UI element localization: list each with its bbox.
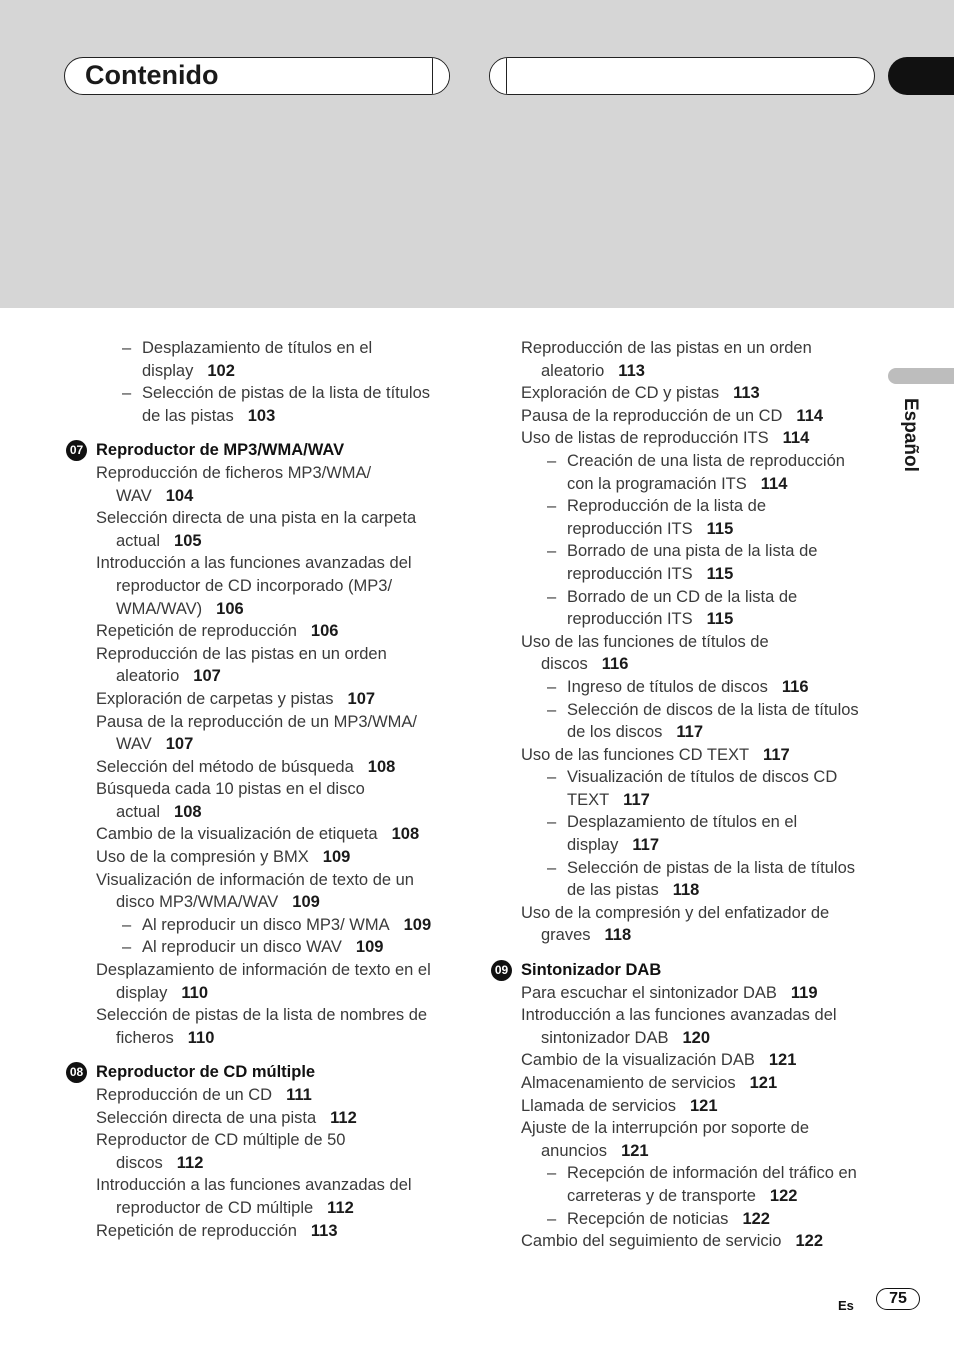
toc-page-number: 108	[391, 825, 420, 844]
toc-page-number: 112	[327, 1198, 354, 1217]
toc-entry-text: Uso de la compresión y BMX	[96, 848, 309, 867]
toc-entry-text: Ajuste de la interrupción por soporte de anuncios	[521, 1119, 810, 1160]
empty-frame	[489, 57, 875, 95]
toc-page-number: 113	[310, 1221, 338, 1240]
dash-marker: –	[547, 858, 557, 877]
toc-entry-text: Selección de pistas de la lista de títulos de las pistas	[142, 384, 431, 425]
toc-page-number: 121	[690, 1096, 718, 1115]
toc-entry	[64, 823, 434, 846]
empty-frame-notch	[490, 58, 507, 94]
toc-entry	[489, 699, 859, 744]
toc-page-number: 114	[796, 406, 824, 425]
toc-entry	[64, 1004, 434, 1049]
toc-page-number: 112	[176, 1153, 204, 1172]
section-title: Reproductor de CD múltiple	[96, 1063, 316, 1082]
toc-entry	[489, 1162, 859, 1207]
toc-entry	[489, 902, 859, 947]
toc-page-number: 113	[733, 384, 760, 403]
toc-page-number: 121	[768, 1051, 797, 1070]
toc-entry-text: Desplazamiento de títulos en el display	[142, 339, 373, 380]
toc-entry	[489, 450, 859, 495]
section-number-badge: 07	[66, 440, 87, 461]
toc-entry	[64, 1174, 434, 1219]
toc-page-number: 107	[347, 689, 376, 708]
toc-entry-text: Búsqueda cada 10 pistas en el disco actual	[96, 780, 365, 821]
toc-page-number: 120	[682, 1028, 711, 1047]
toc-entry-text: Reproducción de las pistas en un orden aleatorio	[96, 644, 387, 686]
toc-page-number: 113	[618, 361, 645, 380]
toc-entry	[64, 552, 434, 620]
dash-marker: –	[122, 339, 132, 357]
toc-entry-text: Al reproducir un disco MP3/ WMA	[142, 915, 390, 934]
toc-entry-text: Uso de las funciones de títulos de discos	[521, 632, 769, 674]
toc-entry	[64, 959, 434, 1004]
dash-marker: –	[122, 938, 132, 957]
toc-entry-text: Visualización de información de texto de un disco MP3/WMA/WAV	[96, 870, 414, 912]
toc-entry	[64, 756, 434, 779]
toc-page-number: 105	[174, 531, 202, 550]
toc-entry	[489, 744, 859, 767]
toc-entry-text: Almacenamiento de servicios	[521, 1074, 736, 1092]
toc-page-number: 115	[706, 519, 734, 538]
toc-entry-text: Cambio de la visualización de etiqueta	[96, 825, 378, 844]
toc-entry-text: Uso de las funciones CD TEXT	[521, 745, 750, 764]
toc-entry-text: Selección directa de una pista en la carpeta actual	[96, 509, 417, 550]
toc-entry-text: Exploración de carpetas y pistas	[96, 689, 334, 708]
toc-entry-text: Cambio del seguimiento de servicio	[521, 1232, 782, 1251]
dash-marker: –	[547, 813, 557, 832]
section-number-badge: 09	[491, 960, 512, 981]
side-tab-bar	[888, 368, 954, 384]
toc-entry	[489, 1208, 859, 1231]
toc-page-number: 119	[790, 983, 818, 1002]
toc-page-number: 109	[403, 915, 432, 934]
toc-page-number: 109	[355, 938, 384, 957]
toc-entry	[489, 811, 859, 856]
dash-marker: –	[547, 1164, 557, 1183]
toc-entry	[64, 936, 434, 959]
side-tab-label: Español	[900, 398, 921, 472]
toc-entry-text: Repetición de reproducción	[96, 622, 297, 641]
toc-entry	[489, 1072, 859, 1095]
toc-page-number: 110	[187, 1028, 215, 1047]
toc-entry-text: Selección de discos de la lista de títulos de los discos	[567, 700, 859, 742]
toc-entry	[489, 337, 859, 382]
toc-entry-text: Recepción de noticias	[567, 1209, 729, 1228]
toc-entry-text: Selección de pistas de la lista de títulos de las pistas	[567, 858, 856, 900]
right-top-list	[489, 337, 859, 947]
toc-page-number: 114	[760, 474, 788, 493]
toc-page-number: 118	[672, 881, 700, 900]
toc-page-number: 122	[742, 1209, 770, 1228]
section-08-list	[64, 1084, 434, 1242]
toc-entry	[64, 1107, 434, 1130]
section-heading-08	[64, 1061, 434, 1084]
toc-page-number: 102	[207, 361, 235, 380]
section-09-list	[489, 982, 859, 1253]
toc-entry-text: Exploración de CD y pistas	[521, 384, 720, 403]
toc-page-number: 110	[181, 983, 208, 1002]
section-heading-07	[64, 439, 434, 462]
toc-entry	[489, 586, 859, 631]
dash-marker: –	[547, 1209, 557, 1228]
toc-entry-text: Selección directa de una pista	[96, 1108, 317, 1127]
toc-page-number: 106	[216, 599, 244, 618]
toc-entry	[489, 1049, 859, 1072]
toc-entry-text: Recepción de información del tráfico en carreteras y de transporte	[567, 1164, 857, 1205]
toc-page-number: 108	[367, 757, 396, 776]
dash-marker: –	[547, 587, 557, 606]
toc-page-number: 121	[749, 1074, 778, 1092]
toc-entry-text: Reproducción de las pistas en un orden aleatorio	[521, 339, 812, 380]
toc-entry-text: Reproducción de un CD	[96, 1086, 273, 1104]
toc-page-number: 111	[286, 1086, 312, 1104]
toc-entry-text: Selección del método de búsqueda	[96, 757, 354, 776]
toc-entry	[64, 1084, 434, 1107]
toc-page-number: 117	[632, 836, 659, 855]
toc-entry	[489, 1095, 859, 1118]
toc-entry	[64, 643, 434, 688]
toc-entry	[64, 778, 434, 823]
toc-page-number: 108	[174, 802, 202, 821]
dash-marker: –	[547, 542, 557, 561]
dash-marker: –	[547, 700, 557, 719]
toc-entry	[64, 688, 434, 711]
toc-entry-text: Introducción a las funciones avanzadas del reproductor de CD incorporado (MP3/ WMA/WAV)	[96, 554, 412, 618]
section-title: Sintonizador DAB	[521, 961, 662, 980]
toc-entry-text: Pausa de la reproducción de un CD	[521, 406, 783, 425]
toc-entry	[64, 869, 434, 914]
toc-entry-text: Reproductor de CD múltiple de 50 discos	[96, 1131, 346, 1172]
toc-page-number: 116	[781, 677, 809, 696]
right-column	[489, 337, 859, 1253]
section-heading-09	[489, 959, 859, 982]
toc-entry	[489, 495, 859, 540]
toc-page-number: 109	[292, 893, 320, 912]
toc-entry	[64, 382, 434, 427]
toc-entry	[489, 676, 859, 699]
toc-entry-text: Para escuchar el sintonizador DAB	[521, 983, 777, 1002]
section-07-list	[64, 462, 434, 1049]
toc-page-number: 103	[247, 406, 276, 425]
toc-entry	[489, 405, 859, 428]
toc-page-number: 122	[795, 1232, 823, 1251]
toc-entry	[64, 846, 434, 869]
section-title: Reproductor de MP3/WMA/WAV	[96, 441, 345, 460]
toc-entry	[64, 462, 434, 507]
toc-page-number: 109	[322, 848, 351, 867]
toc-entry-text: Borrado de una pista de la lista de reproducción ITS	[567, 542, 818, 583]
toc-entry-text: Selección de pistas de la lista de nombres de ficheros	[96, 1006, 428, 1047]
toc-page-number: 116	[601, 655, 629, 674]
toc-page-number: 104	[165, 486, 194, 505]
dash-marker: –	[547, 451, 557, 470]
toc-entry-text: Introducción a las funciones avanzadas del reproductor de CD múltiple	[96, 1176, 412, 1217]
toc-entry-text: Reproducción de la lista de reproducción ITS	[567, 497, 767, 538]
toc-entry	[489, 540, 859, 585]
toc-entry-text: Repetición de reproducción	[96, 1221, 297, 1240]
toc-entry-text: Cambio de la visualización DAB	[521, 1051, 755, 1070]
toc-entry	[64, 337, 434, 382]
dash-marker: –	[547, 497, 557, 516]
toc-entry	[64, 507, 434, 552]
toc-entry-text: Visualización de títulos de discos CD TEXT	[567, 768, 838, 809]
toc-entry-text: Desplazamiento de títulos en el display	[567, 813, 798, 855]
toc-entry	[64, 620, 434, 643]
toc-page-number: 114	[782, 429, 810, 448]
toc-entry-text: Reproducción de ficheros MP3/WMA/ WAV	[96, 463, 372, 505]
dash-marker: –	[122, 915, 132, 934]
toc-page-number: 115	[706, 564, 734, 583]
toc-entry-text: Uso de la compresión y del enfatizador de graves	[521, 903, 830, 945]
toc-entry-text: Uso de listas de reproducción ITS	[521, 429, 769, 448]
toc-entry-text: Borrado de un CD de la lista de reproducción ITS	[567, 587, 798, 629]
toc-entry	[489, 1230, 859, 1253]
left-top-list	[64, 337, 434, 427]
toc-entry	[64, 914, 434, 937]
toc-entry-text: Introducción a las funciones avanzadas del sintonizador DAB	[521, 1006, 837, 1047]
toc-page-number: 112	[330, 1108, 357, 1127]
toc-entry	[489, 857, 859, 902]
toc-page-number: 118	[604, 926, 632, 945]
toc-page-number: 107	[193, 667, 221, 686]
toc-entry	[489, 1117, 859, 1162]
toc-page-number: 106	[310, 622, 339, 641]
toc-entry	[489, 1004, 859, 1049]
left-column	[64, 337, 434, 1242]
toc-entry	[489, 982, 859, 1005]
toc-page-number: 117	[676, 723, 704, 742]
toc-entry	[489, 631, 859, 676]
toc-page-number: 117	[623, 790, 650, 809]
toc-page-number: 121	[621, 1141, 649, 1160]
section-number-badge: 08	[66, 1062, 87, 1083]
page-number: 75	[876, 1288, 920, 1310]
dash-marker: –	[547, 677, 557, 696]
toc-entry-text: Desplazamiento de información de texto en el display	[96, 961, 431, 1002]
toc-page-number: 117	[763, 745, 790, 764]
toc-entry	[64, 1220, 434, 1243]
toc-entry-text: Pausa de la reproducción de un MP3/WMA/ WAV	[96, 712, 418, 754]
title-frame-notch	[432, 58, 449, 94]
toc-entry	[489, 427, 859, 450]
toc-page-number: 107	[165, 735, 194, 754]
black-tab	[888, 57, 954, 95]
toc-entry-text: Llamada de servicios	[521, 1096, 676, 1115]
toc-entry	[489, 766, 859, 811]
toc-entry	[489, 382, 859, 405]
footer-language: Es	[838, 1298, 854, 1313]
header-band	[0, 0, 954, 308]
page-title: Contenido	[85, 60, 219, 90]
title-frame	[64, 57, 450, 95]
toc-entry	[64, 711, 434, 756]
toc-entry-text: Creación de una lista de reproducción con la programación ITS	[567, 451, 845, 493]
toc-entry-text: Al reproducir un disco WAV	[142, 938, 342, 957]
dash-marker: –	[547, 768, 557, 787]
toc-entry	[64, 1129, 434, 1174]
toc-page-number: 122	[769, 1186, 798, 1205]
toc-page-number: 115	[706, 610, 734, 629]
dash-marker: –	[122, 384, 132, 403]
toc-entry-text: Ingreso de títulos de discos	[567, 677, 768, 696]
